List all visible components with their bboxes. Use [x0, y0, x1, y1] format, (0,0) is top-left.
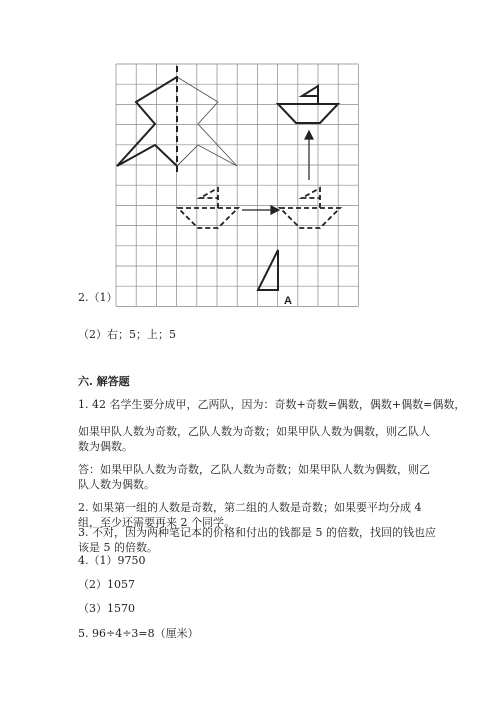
answer-1-line2: 如果甲队人数为奇数，乙队人数为奇数；如果甲队人数为偶数，则乙队人数为偶数。: [78, 425, 430, 453]
answer-1-line1: 1. 42 名学生要分成甲，乙两队，因为：奇数+奇数=偶数，偶数+偶数=偶数，: [78, 398, 466, 411]
boat-solid: [278, 86, 338, 123]
up-arrow: [305, 131, 313, 180]
answer-5: 5. 96÷4÷3=8（厘米）: [78, 627, 199, 640]
answer-1-line3: 答：如果甲队人数为奇数，乙队人数为奇数；如果甲队人数为偶数，则乙队人数为偶数。: [78, 463, 430, 491]
answer-3: 3. 不对，因为两种笔记本的价格和付出的钱都是 5 的倍数，找回的钱也应该是 5 的倍数。: [78, 526, 436, 554]
answer-4-part1: 4.（1）9750: [78, 554, 146, 567]
boat-dashed-left: [178, 188, 238, 228]
triangle: [258, 250, 278, 290]
grid-figure: [0, 0, 500, 330]
boat-dashed-right: [280, 188, 340, 228]
q2-part2: （2）右；5；上；5: [78, 328, 176, 341]
right-arrow: [242, 206, 279, 214]
answer-4-part3: （3）1570: [78, 602, 135, 615]
section-title: 六. 解答题: [78, 375, 130, 388]
grid-lines: [116, 64, 358, 306]
answer-2: 2. 如果第一组的人数是奇数，第二组的人数是奇数；如果要平均分成 4 组，至少还需要再来 2 个同学。: [78, 501, 422, 529]
q2-label: 2.（1）: [78, 291, 118, 304]
answer-4-part2: （2）1057: [78, 578, 135, 591]
point-label-a: A: [284, 295, 292, 307]
left-shape-reflection: [177, 77, 237, 166]
left-shape-solid: [117, 77, 177, 166]
